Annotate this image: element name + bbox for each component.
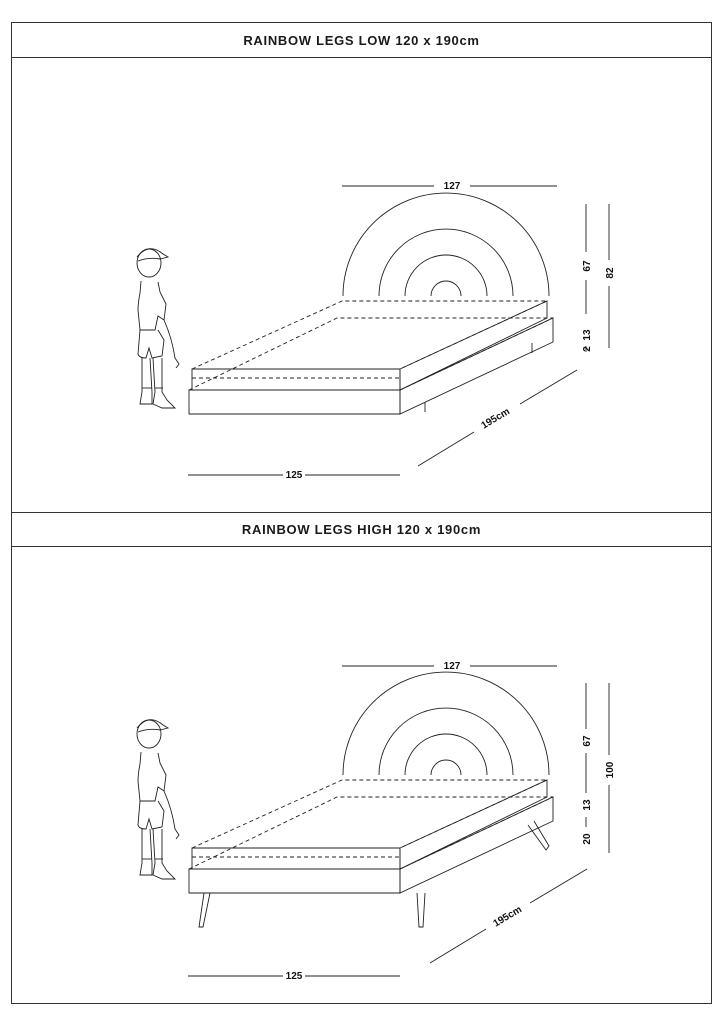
dim-headboard-height: 67 bbox=[582, 260, 593, 272]
dim-headboard-width: 127 bbox=[443, 661, 461, 672]
headboard-rainbow bbox=[343, 193, 549, 296]
bed-frame bbox=[189, 318, 553, 414]
dim-width: 125 bbox=[285, 470, 303, 481]
bed-legs bbox=[199, 821, 549, 927]
bed-drawing-low bbox=[12, 58, 711, 510]
dim-leg-height: 20 bbox=[582, 833, 593, 845]
dim-total-height: 82 bbox=[605, 267, 616, 279]
dim-length: 195cm bbox=[491, 904, 524, 930]
dim-frame-height: 13 bbox=[582, 329, 593, 341]
bed-illustration-low bbox=[12, 58, 711, 510]
bed-illustration-high bbox=[12, 547, 711, 1001]
child-figure bbox=[137, 720, 179, 879]
dim-length: 195cm bbox=[479, 406, 512, 432]
dimension-lines bbox=[188, 186, 609, 475]
child-figure bbox=[137, 249, 179, 408]
bed-drawing-high bbox=[12, 547, 711, 1001]
panel-title: RAINBOW LEGS HIGH 120 x 190cm bbox=[12, 512, 711, 547]
headboard-rainbow bbox=[343, 672, 549, 775]
dim-headboard-height: 67 bbox=[582, 735, 593, 747]
dim-leg-height: 2 bbox=[582, 346, 593, 352]
drawing-sheet bbox=[11, 22, 712, 1004]
dim-width: 125 bbox=[285, 971, 303, 982]
dim-headboard-width: 127 bbox=[443, 181, 461, 192]
dim-frame-height: 13 bbox=[582, 799, 593, 811]
panel-title: RAINBOW LEGS LOW 120 x 190cm bbox=[12, 23, 711, 58]
panel-low-legs bbox=[12, 23, 711, 513]
panel-high-legs bbox=[12, 512, 711, 1003]
dim-total-height: 100 bbox=[605, 761, 616, 779]
bed-frame bbox=[189, 797, 553, 893]
